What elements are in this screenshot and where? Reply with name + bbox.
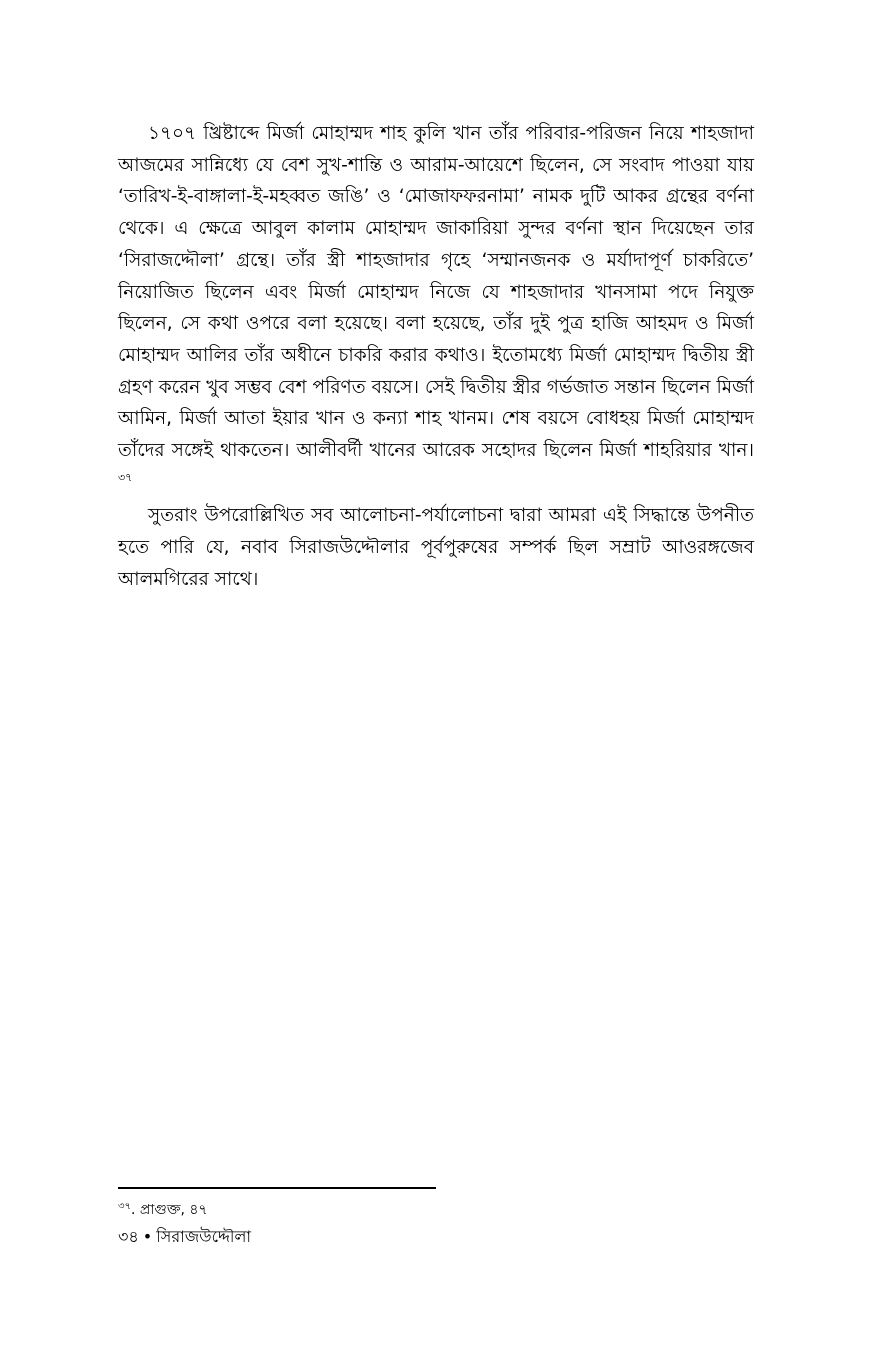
paragraph-1 [118, 118, 754, 498]
footnote-marker: ৩৭ [118, 470, 133, 484]
page-footer [118, 1226, 251, 1248]
page-number: ৩৪ [118, 1227, 139, 1246]
paragraph-2 [118, 500, 754, 595]
footnote-divider [118, 1187, 436, 1189]
footnote-number: ৩৭ [118, 1201, 132, 1212]
paragraph-2-text: সুতরাং উপরোল্লিখিত সব আলোচনা-পর্যালোচনা দ্বারা আমরা এই সিদ্ধান্তে উপনীত হতে পারি যে, নবাব সিরাজউদ্দৌলার পূর্বপুরুষের সম্পর্ক ছিল সম্রাট আওরঙ্গজেব আলমগিরের সাথে। [118, 505, 754, 590]
paragraph-1-text: ১৭০৭ খ্রিষ্টাব্দে মির্জা মোহাম্মদ শাহ কুলি খান তাঁর পরিবার-পরিজন নিয়ে শাহজাদা আজমের সান্নিধ্যে যে বেশ সুখ-শান্তি ও আরাম-আয়েশে ছিলেন, সে সংবাদ পাওয়া যায় ‘তারিখ-ই-বাঙ্গালা-ই-মহব্বত জঙি’ ও ‘মোজাফফরনামা’ নামক দুটি আকর গ্রন্থের বর্ণনা থেকে। এ ক্ষেত্রে আবুল কালাম মোহাম্মদ জাকারিয়া সুন্দর বর্ণনা স্থান দিয়েছেন তার ‘সিরাজদ্দৌলা’ গ্রন্থে। তাঁর স্ত্রী শাহজাদার গৃহে ‘সম্মানজনক ও মর্যাদাপূর্ণ চাকরিতে’ নিয়োজিত ছিলেন এবং মির্জা মোহাম্মদ নিজে যে শাহজাদার খানসামা পদে নিযুক্ত ছিলেন, সে কথা ওপরে বলা হয়েছে। বলা হয়েছে, তাঁর দুই পুত্র হাজি আহমদ ও মির্জা মোহাম্মদ আলির তাঁর অধীনে চাকরি করার কথাও। ইতোমধ্যে মির্জা মোহাম্মদ দ্বিতীয় স্ত্রী গ্রহণ করেন খুব সম্ভব বেশ পরিণত বয়সে। সেই দ্বিতীয় স্ত্রীর গর্ভজাত সন্তান ছিলেন মির্জা আমিন, মির্জা আতা ইয়ার খান ও কন্যা শাহ খানম। শেষ বয়সে বোধহয় মির্জা মোহাম্মদ তাঁদের সঙ্গেই থাকতেন। আলীবর্দী খানের আরেক সহোদর ছিলেন মির্জা শাহরিয়ার খান। [118, 123, 754, 462]
running-title: সিরাজউদ্দৌলা [156, 1227, 252, 1246]
body-text [118, 118, 754, 596]
footnote [118, 1200, 208, 1220]
footnote-text: . প্রাগুক্ত, ৪৭ [131, 1202, 208, 1218]
footer-bullet: • [142, 1227, 153, 1246]
